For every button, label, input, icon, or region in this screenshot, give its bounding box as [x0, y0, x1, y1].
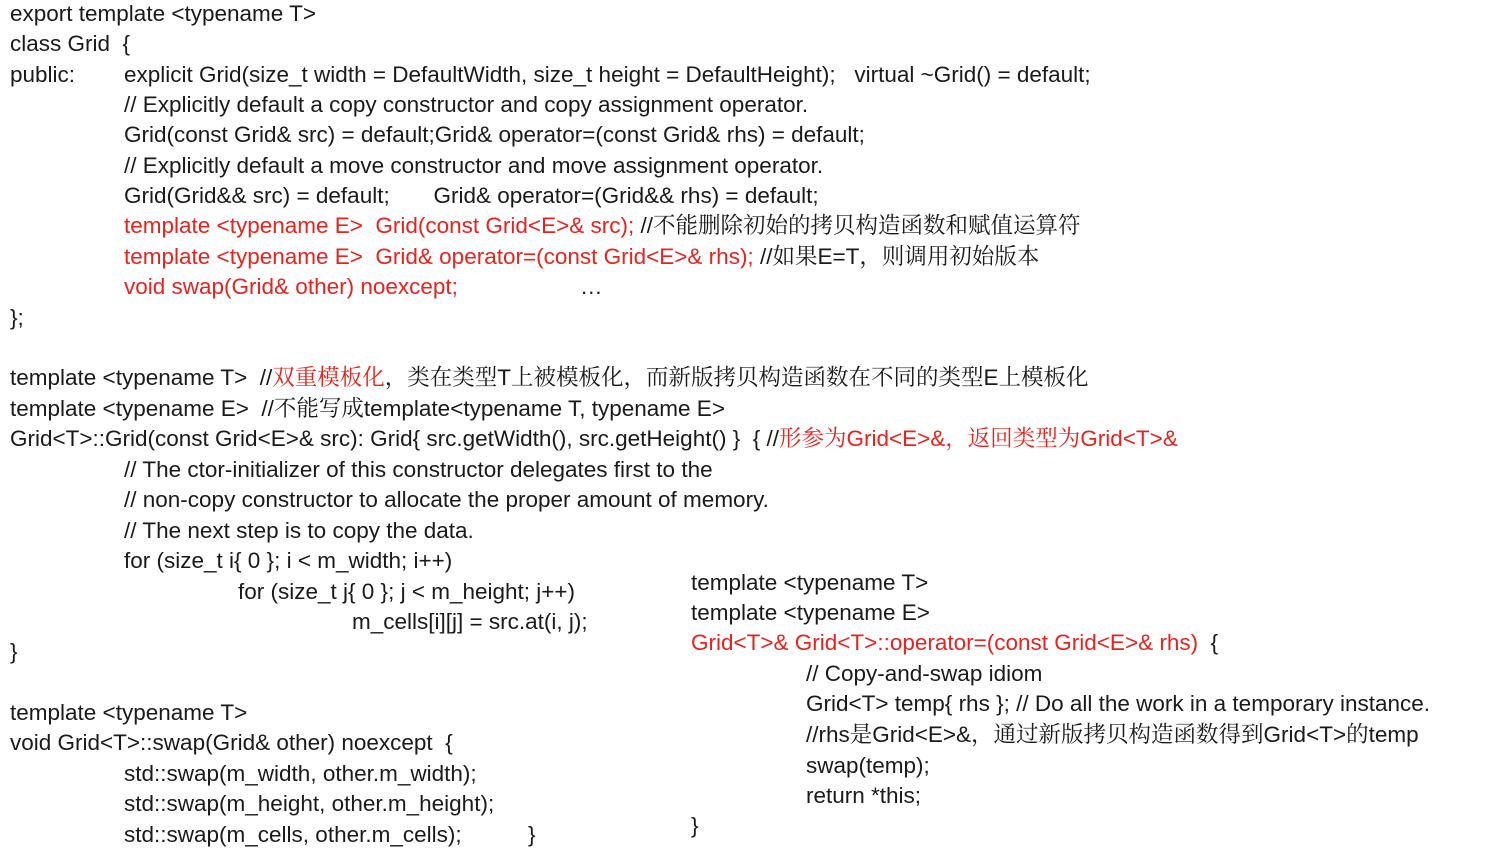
class-template-line: export template <typename T> [10, 1, 317, 26]
comment-move-default: // Explicitly default a move constructor and move assignment operator. [124, 153, 824, 178]
template-assign-line [124, 243, 1039, 271]
template-assign-comment: //如果E=T，则调用初始版本 [753, 244, 1040, 269]
inner-loop: for (size_t j{ 0 }; j < m_height; j++) [238, 579, 576, 604]
copy-and-swap-comment: // Copy-and-swap idiom [806, 661, 1043, 686]
swap-height: std::swap(m_height, other.m_height); [124, 791, 495, 816]
assign-closing: } [691, 813, 699, 838]
swap-closing: } [528, 822, 536, 847]
assign-open-brace: { [1198, 630, 1219, 655]
template-copy-ctor-code: template <typename E> Grid(const Grid<E>& src); [124, 213, 635, 238]
swap-declaration: void swap(Grid& other) noexcept; [124, 274, 458, 299]
swap-width: std::swap(m_width, other.m_width); [124, 761, 477, 786]
swap-cells: std::swap(m_cells, other.m_cells); [124, 822, 462, 847]
copy-ctor-comment-3: // The next step is to copy the data. [124, 518, 474, 543]
return-this: return *this; [806, 783, 922, 808]
move-operations: Grid(Grid&& src) = default; Grid& operator=(Grid&& rhs) = default; [124, 183, 819, 208]
ctor-declaration: explicit Grid(size_t width = DefaultWidth, size_t height = DefaultHeight); virtual ~Grid() = default; [124, 62, 1091, 87]
swap-call: swap(temp); [806, 753, 930, 778]
temp-instance-line: Grid<T> temp{ rhs }; // Do all the work in a temporary instance. [806, 691, 1431, 716]
public-label: public: [10, 62, 76, 87]
cell-assignment: m_cells[i][j] = src.at(i, j); [352, 609, 588, 634]
class-closing: }; [10, 305, 24, 330]
double-templated-explanation: ，类在类型T上被模板化，而新版拷贝构造函数在不同的类型E上模板化 [384, 365, 1089, 390]
swap-signature: void Grid<T>::swap(Grid& other) noexcept { [10, 730, 453, 755]
copy-ctor-signature-note: 形参为Grid<E>&，返回类型为Grid<T>& [778, 426, 1178, 451]
class-grid-line: class Grid { [10, 31, 131, 56]
swap-template-line: template <typename T> [10, 700, 248, 725]
copy-operations: Grid(const Grid& src) = default;Grid& operator=(const Grid& rhs) = default; [124, 122, 865, 147]
double-templated-label: 双重模板化 [272, 365, 385, 390]
copy-ctor-signature-code: Grid<T>::Grid(const Grid<E>& src): Grid{ src.getWidth(), src.getHeight() } { // [10, 426, 779, 451]
assign-template-t-line: template <typename T> [691, 570, 929, 595]
copy-ctor-template-t-code: template <typename T> // [10, 365, 273, 390]
template-copy-ctor-line [124, 212, 1080, 240]
copy-ctor-comment-1: // The ctor-initializer of this constructor delegates first to the [124, 457, 713, 482]
comment-copy-default: // Explicitly default a copy constructor and copy assignment operator. [124, 92, 809, 117]
copy-ctor-template-t-line [10, 364, 1089, 392]
template-copy-ctor-comment: //不能删除初始的拷贝构造函数和赋值运算符 [634, 213, 1081, 238]
rhs-explanation-comment: //rhs是Grid<E>&，通过新版拷贝构造函数得到Grid<T>的temp [806, 722, 1419, 747]
assign-signature-code: Grid<T>& Grid<T>::operator=(const Grid<E>& rhs) [691, 630, 1199, 655]
copy-ctor-closing: } [10, 639, 18, 664]
copy-ctor-comment-2: // non-copy constructor to allocate the proper amount of memory. [124, 487, 769, 512]
assign-signature-line [691, 629, 1218, 657]
copy-ctor-signature-line [10, 425, 1178, 453]
ellipsis: … [580, 274, 603, 299]
template-assign-code: template <typename E> Grid& operator=(const Grid<E>& rhs); [124, 244, 754, 269]
assign-template-e-line: template <typename E> [691, 600, 930, 625]
copy-ctor-template-e-line: template <typename E> //不能写成template<typename T, typename E> [10, 396, 725, 421]
outer-loop: for (size_t i{ 0 }; i < m_width; i++) [124, 548, 453, 573]
